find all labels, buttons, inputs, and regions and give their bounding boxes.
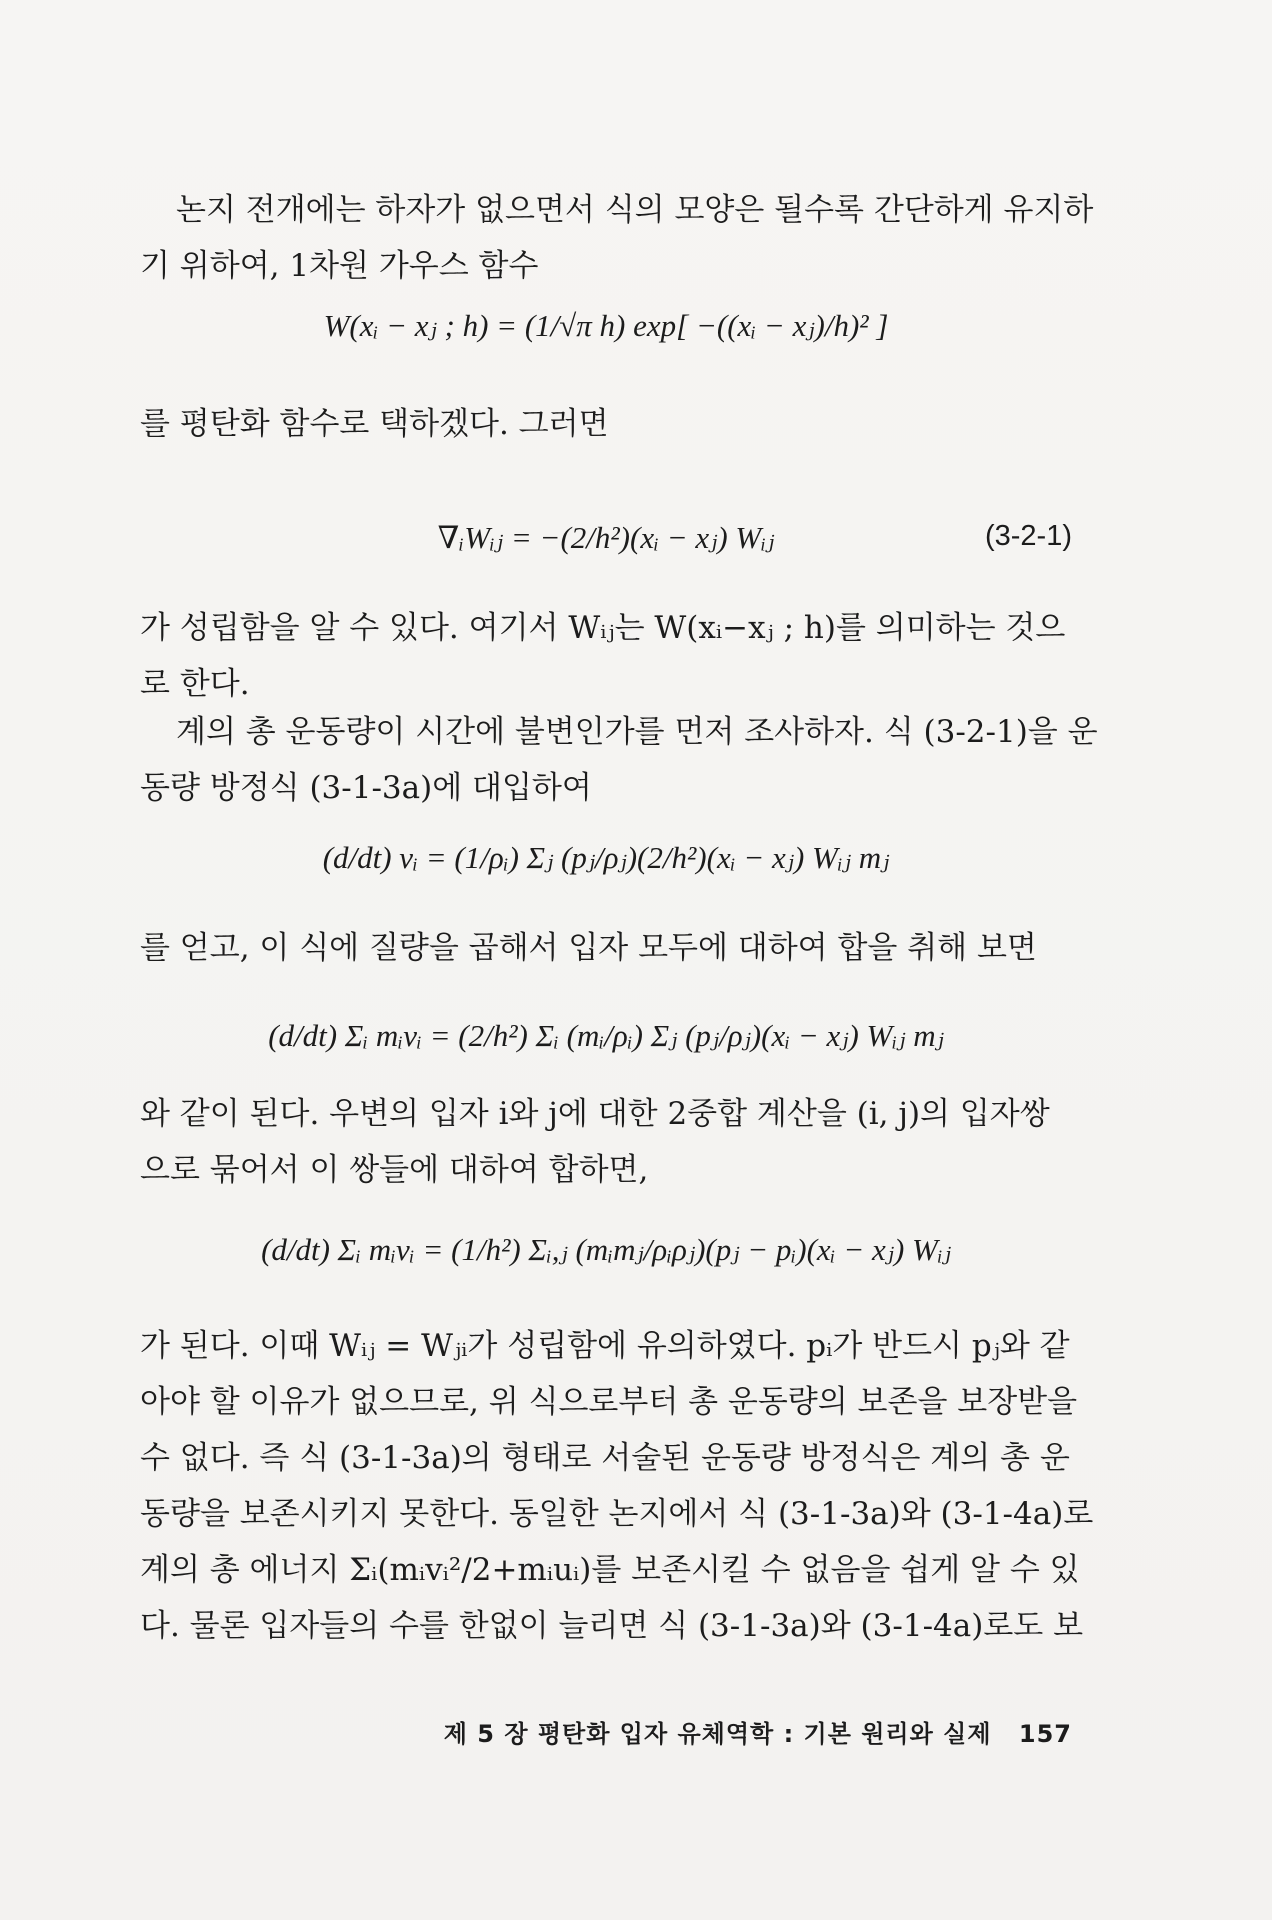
- equation-total-momentum: (d/dt) Σᵢ mᵢvᵢ = (2/h²) Σᵢ (mᵢ/ρᵢ) Σⱼ (pⱼ/ρⱼ)(xᵢ − xⱼ) Wᵢⱼ mⱼ: [268, 1018, 944, 1053]
- text-line: 다. 물론 입자들의 수를 한없이 늘리면 식 (3-1-3a)와 (3-1-4a)로도 보: [140, 1608, 1084, 1644]
- paragraph-definition: [140, 600, 1072, 712]
- paragraph-momentum: [140, 704, 1098, 816]
- chapter-title: 제 5 장 평탄화 입자 유체역학 : 기본 원리와 실제: [443, 1720, 992, 1748]
- page-number: 157: [1018, 1720, 1072, 1748]
- text-line: 으로 묶어서 이 쌍들에 대하여 합하면,: [140, 1152, 649, 1188]
- text-line: 를 평탄화 함수로 택하겠다. 그러면: [140, 406, 609, 442]
- text-line: 로 한다.: [140, 666, 250, 702]
- text-line: 계의 총 운동량이 시간에 불변인가를 먼저 조사하자. 식 (3-2-1)을 운: [176, 714, 1098, 750]
- equation-text: ∇ᵢWᵢⱼ = −(2/h²)(xᵢ − xⱼ) Wᵢⱼ: [437, 520, 775, 555]
- text-line: 아야 할 이유가 없으므로, 위 식으로부터 총 운동량의 보존을 보장받을: [140, 1384, 1078, 1420]
- equation-gradient: [140, 520, 1072, 556]
- text-line: 계의 총 에너지 Σᵢ(mᵢvᵢ²/2+mᵢuᵢ)를 보존시킬 수 없음을 쉽게 알 수 있: [140, 1552, 1080, 1588]
- equation-gaussian: W(xᵢ − xⱼ ; h) = (1/√π h) exp[ −((xᵢ − xⱼ)/h)² ]: [323, 308, 889, 343]
- equation-velocity: (d/dt) vᵢ = (1/ρᵢ) Σⱼ (pⱼ/ρⱼ)(2/h²)(xᵢ − xⱼ) Wᵢⱼ mⱼ: [322, 840, 890, 875]
- paragraph-smoothing: [140, 396, 1072, 452]
- text-line: 가 된다. 이때 Wᵢⱼ = Wⱼᵢ가 성립함에 유의하였다. pᵢ가 반드시 pⱼ와 같: [140, 1328, 1070, 1364]
- paragraph-pairs: [140, 1086, 1072, 1198]
- text-line: 동량 방정식 (3-1-3a)에 대입하여: [140, 770, 592, 806]
- paragraph-conservation: [140, 1318, 1094, 1654]
- running-footer: [444, 1714, 1072, 1749]
- text-line: 기 위하여, 1차원 가우스 함수: [140, 248, 539, 284]
- text-line: 와 같이 된다. 우변의 입자 i와 j에 대한 2중합 계산을 (i, j)의 입자쌍: [140, 1096, 1050, 1132]
- equation-pair-sum: (d/dt) Σᵢ mᵢvᵢ = (1/h²) Σᵢ,ⱼ (mᵢmⱼ/ρᵢρⱼ)(pⱼ − pᵢ)(xᵢ − xⱼ) Wᵢⱼ: [261, 1232, 951, 1267]
- equation-number: (3-2-1): [984, 520, 1072, 552]
- text-line: 논지 전개에는 하자가 없으면서 식의 모양은 될수록 간단하게 유지하: [176, 192, 1094, 228]
- text-line: 를 얻고, 이 식에 질량을 곱해서 입자 모두에 대하여 합을 취해 보면: [140, 930, 1037, 966]
- text-line: 가 성립함을 알 수 있다. 여기서 Wᵢⱼ는 W(xᵢ−xⱼ ; h)를 의미하는 것으: [140, 610, 1066, 646]
- text-line: 수 없다. 즉 식 (3-1-3a)의 형태로 서술된 운동량 방정식은 계의 총 운: [140, 1440, 1070, 1476]
- text-line: 동량을 보존시키지 못한다. 동일한 논지에서 식 (3-1-3a)와 (3-1-4a)로: [140, 1496, 1094, 1532]
- paragraph-mass: [140, 920, 1072, 976]
- paragraph-intro: [140, 182, 1094, 294]
